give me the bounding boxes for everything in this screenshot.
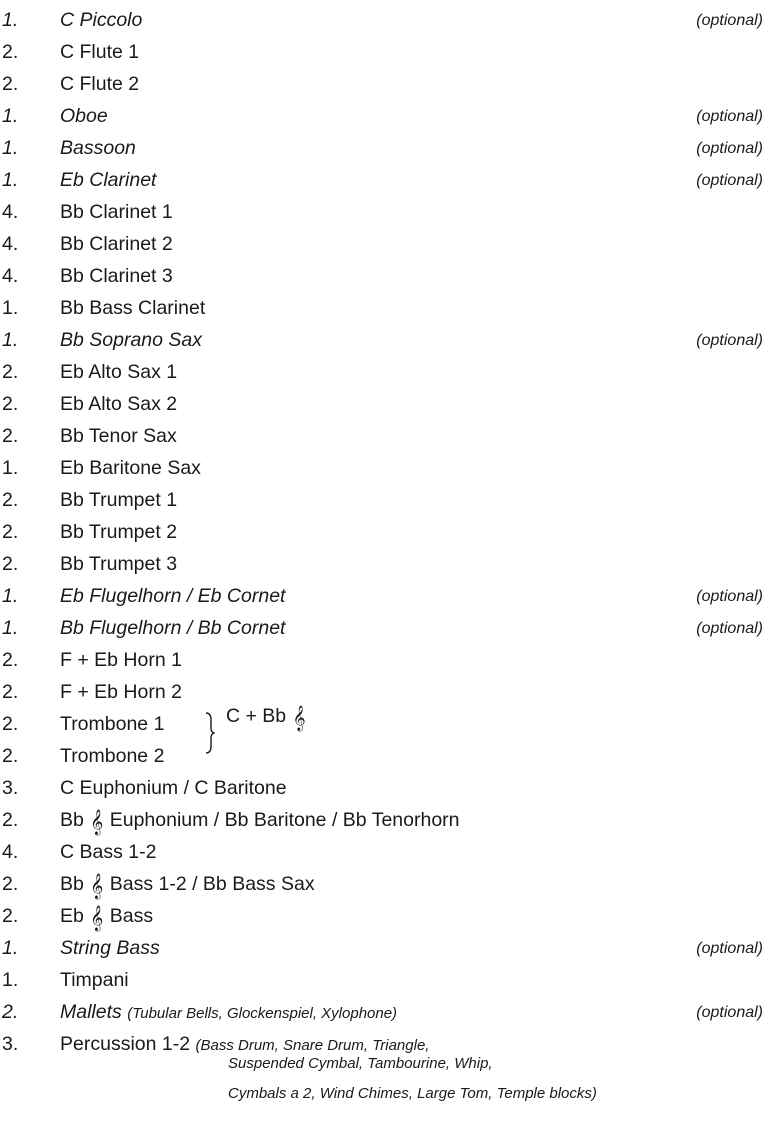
instrument-count: 2. xyxy=(2,649,19,671)
instrument-name-text: Bb Clarinet 1 xyxy=(60,201,173,223)
instrument-count: 2. xyxy=(2,41,19,63)
instrument-count: 3. xyxy=(2,777,19,799)
optional-label: (optional) xyxy=(696,332,763,349)
instrument-row xyxy=(0,708,767,740)
instrument-row xyxy=(0,772,767,804)
instrument-name xyxy=(60,868,315,900)
instrument-row xyxy=(0,356,767,388)
instrument-name xyxy=(60,932,160,964)
instrument-row xyxy=(0,100,767,132)
instrument-name xyxy=(60,804,460,836)
treble-clef-icon: 𝄞 xyxy=(90,810,104,835)
instrument-row xyxy=(0,452,767,484)
instrument-count: 3. xyxy=(2,1033,19,1055)
instrument-count: 2. xyxy=(2,1001,19,1023)
instrument-count: 2. xyxy=(2,73,19,95)
instrument-name-text: Trombone 2 xyxy=(60,745,165,767)
instrument-name-text: C Flute 1 xyxy=(60,41,140,63)
instrument-row xyxy=(0,324,767,356)
instrument-count: 1. xyxy=(2,105,19,127)
instrument-row xyxy=(0,676,767,708)
instrument-name-text: Percussion 1-2 xyxy=(60,1033,191,1055)
instrument-name xyxy=(60,644,182,676)
instrument-name-text: String Bass xyxy=(60,937,160,959)
instrument-count: 1. xyxy=(2,137,19,159)
instrument-name-text: Eb Alto Sax 1 xyxy=(60,361,178,383)
optional-label: (optional) xyxy=(696,1004,763,1021)
instrument-name-text: Bassoon xyxy=(60,137,136,159)
instrument-count: 1. xyxy=(2,937,19,959)
instrument-name xyxy=(60,836,156,868)
instrument-name-suffix: Bass 1-2 / Bb Bass Sax xyxy=(109,873,315,895)
instrument-name xyxy=(60,516,177,548)
trombone-bracket-label xyxy=(226,700,307,732)
instrument-name-text: C Bass 1-2 xyxy=(60,841,157,863)
instrument-row xyxy=(0,516,767,548)
instrument-name-text: Eb Baritone Sax xyxy=(60,457,201,479)
instrument-name-text: Bb Trumpet 2 xyxy=(60,521,178,543)
instrument-count: 2. xyxy=(2,489,19,511)
treble-clef-icon: 𝄞 xyxy=(90,874,104,899)
instrument-row xyxy=(0,228,767,260)
instrument-details: (Tubular Bells, Glockenspiel, Xylophone) xyxy=(127,1005,398,1022)
instrument-row xyxy=(0,388,767,420)
instrument-row xyxy=(0,36,767,68)
instrument-count: 2. xyxy=(2,905,19,927)
instrument-name xyxy=(60,740,164,772)
instrument-name xyxy=(60,132,136,164)
instrument-row xyxy=(0,836,767,868)
instrument-count: 4. xyxy=(2,841,19,863)
instrument-row xyxy=(0,260,767,292)
optional-label: (optional) xyxy=(696,620,763,637)
optional-label: (optional) xyxy=(696,140,763,157)
instrument-name xyxy=(60,228,173,260)
instrument-name-text: C Piccolo xyxy=(60,9,143,31)
instrument-count: 2. xyxy=(2,393,19,415)
optional-label: (optional) xyxy=(696,108,763,125)
instrument-name xyxy=(60,676,182,708)
trombone-bracket-text: C + Bb xyxy=(226,705,287,727)
instrument-name xyxy=(60,612,285,644)
instrument-name xyxy=(60,484,177,516)
instrument-name-text: Timpani xyxy=(60,969,129,991)
instrument-count: 4. xyxy=(2,265,19,287)
instrument-count: 2. xyxy=(2,521,19,543)
instrument-name-text: Mallets xyxy=(60,1001,122,1023)
instrument-row xyxy=(0,164,767,196)
instrument-row xyxy=(0,484,767,516)
instrument-name-text: Bb Clarinet 2 xyxy=(60,233,173,255)
instrument-row xyxy=(0,868,767,900)
instrument-name-text: F + Eb Horn 2 xyxy=(60,681,182,703)
instrument-name-text: Oboe xyxy=(60,105,108,127)
instrument-count: 2. xyxy=(2,873,19,895)
instrument-name-prefix: Eb xyxy=(60,905,84,927)
instrument-count: 2. xyxy=(2,425,19,447)
instrument-name-suffix: Euphonium / Bb Baritone / Bb Tenorhorn xyxy=(109,809,460,831)
instrument-row xyxy=(0,644,767,676)
instrument-name-suffix: Bass xyxy=(109,905,154,927)
instrument-row xyxy=(0,68,767,100)
instrument-name xyxy=(60,4,142,36)
instrument-count: 1. xyxy=(2,969,19,991)
instrument-name-text: F + Eb Horn 1 xyxy=(60,649,182,671)
instrument-row xyxy=(0,996,767,1028)
instrument-count: 1. xyxy=(2,617,19,639)
instrument-name-text: Bb Bass Clarinet xyxy=(60,297,206,319)
instrument-name-text: Eb Alto Sax 2 xyxy=(60,393,178,415)
instrument-row xyxy=(0,4,767,36)
optional-label: (optional) xyxy=(696,940,763,957)
instrument-name xyxy=(60,964,129,996)
optional-label: (optional) xyxy=(696,172,763,189)
instrument-name xyxy=(60,900,153,932)
instrument-count: 1. xyxy=(2,457,19,479)
instrument-name-text: Trombone 1 xyxy=(60,713,165,735)
instrument-name-prefix: Bb xyxy=(60,809,84,831)
instrument-count: 1. xyxy=(2,9,19,31)
optional-label: (optional) xyxy=(696,588,763,605)
instrument-count: 2. xyxy=(2,681,19,703)
instrument-count: 4. xyxy=(2,233,19,255)
instrument-row xyxy=(0,804,767,836)
instrument-name-text: Bb Tenor Sax xyxy=(60,425,177,447)
instrument-name xyxy=(60,356,177,388)
instrument-name-text: Bb Clarinet 3 xyxy=(60,265,173,287)
instrument-name xyxy=(60,292,205,324)
instrument-count: 1. xyxy=(2,169,19,191)
instrument-name-prefix: Bb xyxy=(60,873,84,895)
instrument-count: 2. xyxy=(2,809,19,831)
instrument-name xyxy=(60,36,139,68)
instrument-name xyxy=(60,260,173,292)
instrument-count: 1. xyxy=(2,585,19,607)
instrument-count: 4. xyxy=(2,201,19,223)
instrument-name xyxy=(60,100,108,132)
instrument-count: 2. xyxy=(2,745,19,767)
instrument-name xyxy=(60,452,201,484)
instrument-name xyxy=(60,708,164,740)
instrument-name-text: Bb Trumpet 1 xyxy=(60,489,178,511)
optional-label: (optional) xyxy=(696,12,763,29)
instrument-count: 1. xyxy=(2,297,19,319)
instrument-row xyxy=(0,420,767,452)
instrument-row xyxy=(0,964,767,996)
instrument-name xyxy=(60,548,177,580)
instrument-name xyxy=(60,996,397,1030)
instrument-name xyxy=(60,164,156,196)
instrument-row xyxy=(0,292,767,324)
instrument-row xyxy=(0,740,767,772)
instrument-name xyxy=(60,388,177,420)
percussion-continuation-1: Suspended Cymbal, Tambourine, Whip, xyxy=(228,1055,493,1072)
instrument-name xyxy=(60,324,202,356)
instrument-row xyxy=(0,132,767,164)
instrument-name-text: Eb Clarinet xyxy=(60,169,157,191)
instrument-count: 1. xyxy=(2,329,19,351)
instrument-name-text: Bb Trumpet 3 xyxy=(60,553,178,575)
instrument-count: 2. xyxy=(2,553,19,575)
instrument-row xyxy=(0,612,767,644)
instrument-name-text: C Flute 2 xyxy=(60,73,140,95)
instrument-row xyxy=(0,548,767,580)
instrument-row xyxy=(0,932,767,964)
instrument-row xyxy=(0,900,767,932)
instrument-row xyxy=(0,580,767,612)
treble-clef-icon: 𝄞 xyxy=(90,906,104,931)
instrument-name xyxy=(60,420,177,452)
instrument-count: 2. xyxy=(2,713,19,735)
instrument-name xyxy=(60,580,285,612)
instrument-name-text: Bb Flugelhorn / Bb Cornet xyxy=(60,617,286,639)
instrument-name-text: C Euphonium / C Baritone xyxy=(60,777,287,799)
treble-clef-icon: 𝄞 xyxy=(292,706,306,731)
instrument-name-text: Bb Soprano Sax xyxy=(60,329,203,351)
percussion-continuation-2: Cymbals a 2, Wind Chimes, Large Tom, Temple blocks) xyxy=(228,1085,597,1102)
instrument-details: (Bass Drum, Snare Drum, Triangle, xyxy=(195,1037,430,1054)
instrument-name xyxy=(60,196,173,228)
instrument-row xyxy=(0,196,767,228)
instrument-name xyxy=(60,68,139,100)
instrument-count: 2. xyxy=(2,361,19,383)
instrument-name xyxy=(60,772,287,804)
instrument-name-text: Eb Flugelhorn / Eb Cornet xyxy=(60,585,286,607)
brace-icon xyxy=(205,712,215,754)
